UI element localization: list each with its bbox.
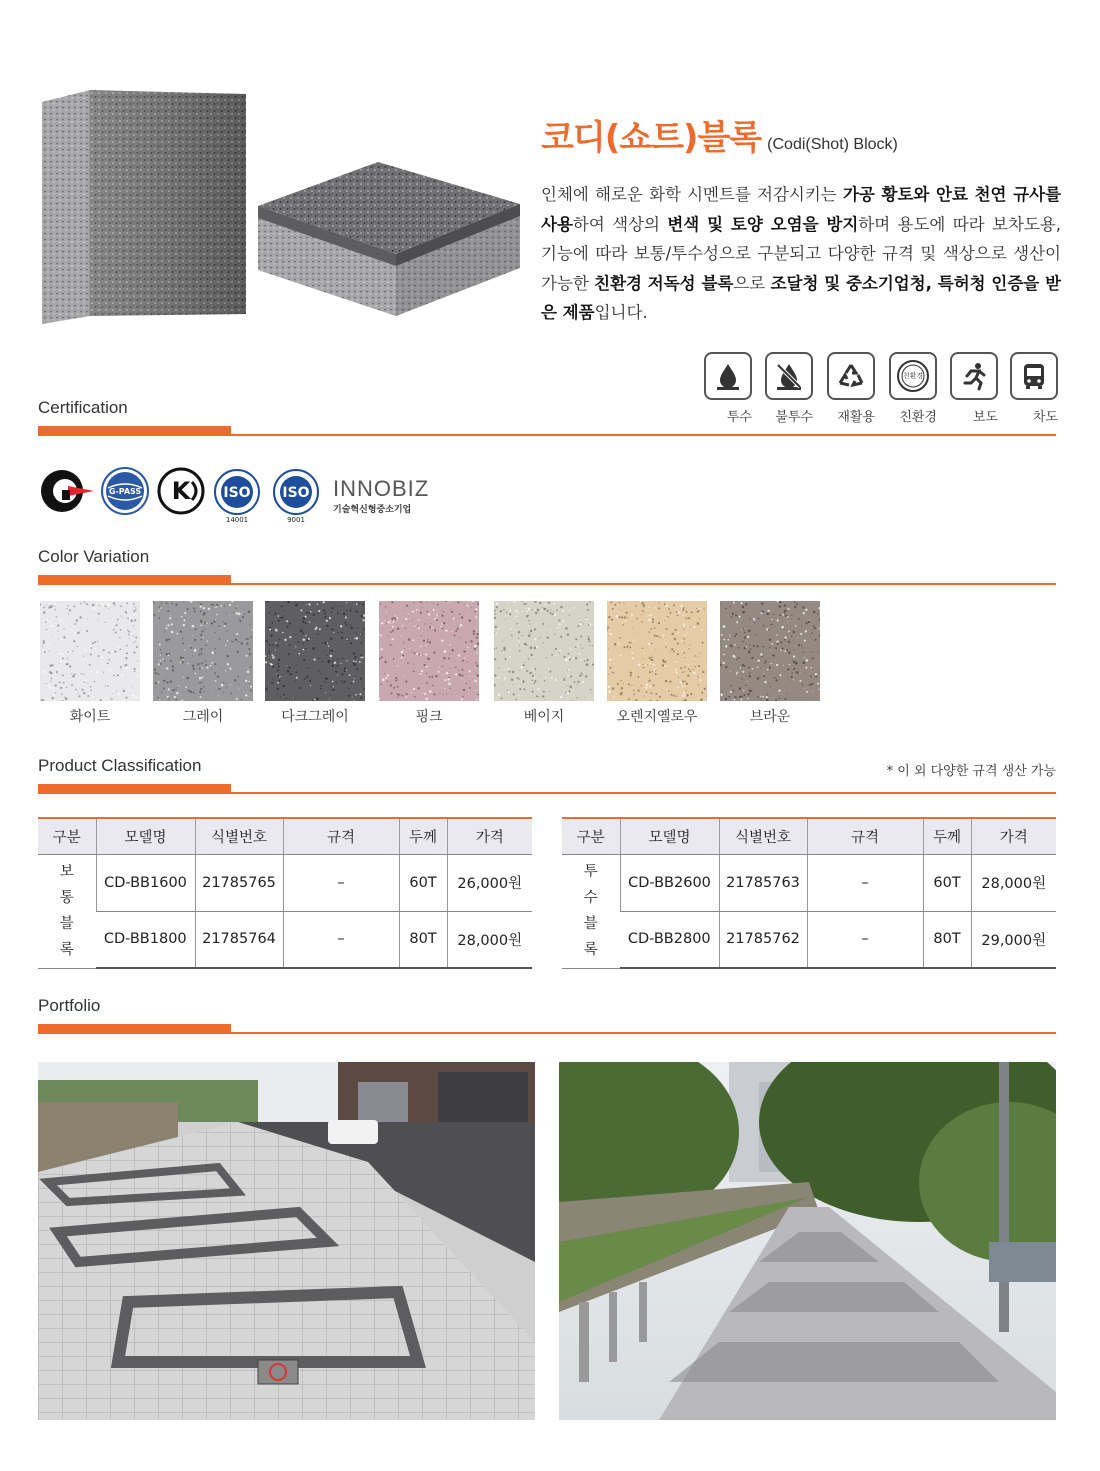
- feature-label: 차도: [1032, 410, 1058, 425]
- feature-bus: [1010, 352, 1058, 425]
- cell-price: 26,000원: [447, 854, 532, 911]
- iso-14001-logo: [211, 466, 263, 524]
- table-category: [562, 854, 620, 968]
- color-swatch-label: 그레이: [182, 709, 224, 725]
- gpass-logo: [100, 466, 150, 516]
- section-title-product: Product Classification: [38, 756, 202, 775]
- color-swatch: [720, 601, 820, 701]
- section-accent-bar: [38, 575, 231, 584]
- table-header: 두께: [399, 818, 447, 854]
- product-title-ko: 코디(쇼트)블록: [541, 118, 762, 158]
- feature-label: 보도: [972, 410, 998, 425]
- color-swatch: [494, 601, 594, 701]
- gr-mark-logo: [38, 466, 96, 516]
- svg-text:친환경: 친환경: [902, 372, 924, 380]
- cell-spec: –: [807, 911, 923, 968]
- spec-note: * 이 외 다양한 규격 생산 가능: [886, 764, 1056, 779]
- table-header: 모델명: [96, 818, 195, 854]
- water-drop-icon: [704, 352, 752, 400]
- iso-14001-number: 14001: [225, 516, 249, 524]
- iso-text: ISO: [223, 485, 251, 501]
- cell-id: 21785763: [719, 854, 807, 911]
- product-description: [541, 180, 1061, 328]
- block-side-photo: [258, 158, 520, 318]
- description-highlight: 변색 및 토양 오염을 방지: [667, 214, 859, 234]
- category-char: 수: [583, 890, 598, 906]
- cell-spec: –: [283, 854, 399, 911]
- section-title-certification: Certification: [38, 398, 128, 417]
- feature-pedestrian: [950, 352, 998, 425]
- cell-thickness: 80T: [399, 911, 447, 968]
- iso-9001-logo: [270, 466, 322, 524]
- section-accent-bar: [38, 784, 231, 793]
- cell-id: 21785762: [719, 911, 807, 968]
- cell-spec: –: [807, 854, 923, 911]
- table-header: 규격: [283, 818, 399, 854]
- table-row: [38, 911, 532, 968]
- color-swatch: [379, 601, 479, 701]
- product-table-normal: [38, 817, 532, 969]
- cell-id: 21785765: [195, 854, 283, 911]
- eco-badge-icon: [889, 352, 937, 400]
- table-header: 모델명: [620, 818, 719, 854]
- cell-price: 28,000원: [971, 854, 1056, 911]
- cell-thickness: 60T: [923, 854, 971, 911]
- description-highlight: 조달청 및 중소기업청, 특허청 인증을 받은 제품: [541, 273, 1062, 322]
- description-text: 으로: [733, 273, 771, 293]
- color-swatch: [153, 601, 253, 701]
- product-title: [541, 110, 1061, 159]
- cell-thickness: 80T: [923, 911, 971, 968]
- cell-spec: –: [283, 911, 399, 968]
- no-water-icon: [765, 352, 813, 400]
- gpass-text: G-PASS: [108, 487, 142, 496]
- category-char: 투: [583, 864, 598, 880]
- table-header: 식별번호: [719, 818, 807, 854]
- color-swatch: [40, 601, 140, 701]
- cell-id: 21785764: [195, 911, 283, 968]
- feature-recycle: [827, 352, 875, 425]
- category-char: 블: [583, 916, 598, 932]
- innobiz-sub: 기술혁신형중소기업: [333, 505, 412, 515]
- category-char: 록: [59, 942, 74, 958]
- table-header: 두께: [923, 818, 971, 854]
- category-char: 보: [59, 864, 74, 880]
- recycle-icon: [827, 352, 875, 400]
- portfolio-photo-1: [38, 1062, 535, 1420]
- color-swatch-label: 오렌지옐로우: [616, 709, 698, 725]
- table-header: 구분: [38, 818, 96, 854]
- description-highlight: 가공 황토와 안료 천연 규사를 사용: [541, 185, 1062, 234]
- category-char: 블: [59, 916, 74, 932]
- table-row: [562, 911, 1056, 968]
- kc-logo: [156, 466, 206, 516]
- kc-text: K: [171, 477, 191, 505]
- cell-price: 28,000원: [447, 911, 532, 968]
- table-header: 가격: [971, 818, 1056, 854]
- product-table-permeable: [562, 817, 1056, 969]
- cell-model: CD-BB2600: [620, 854, 719, 911]
- table-row: [562, 854, 1056, 911]
- color-swatch-label: 다크그레이: [281, 709, 349, 725]
- color-swatch-label: 브라운: [749, 709, 791, 725]
- section-title-portfolio: Portfolio: [38, 996, 101, 1015]
- table-header: 식별번호: [195, 818, 283, 854]
- bus-icon: [1010, 352, 1058, 400]
- cell-thickness: 60T: [399, 854, 447, 911]
- cell-model: CD-BB2800: [620, 911, 719, 968]
- description-text: 입니다.: [594, 303, 648, 322]
- feature-label: 투수: [726, 410, 752, 425]
- table-header: 규격: [807, 818, 923, 854]
- section-accent-bar: [38, 1024, 231, 1033]
- feature-water-drop: [704, 352, 752, 425]
- category-char: 록: [583, 942, 598, 958]
- description-highlight: 친환경 저독성 블록: [594, 273, 734, 293]
- feature-label: 재활용: [837, 410, 875, 425]
- innobiz-name: INNOBIZ: [333, 476, 430, 501]
- pedestrian-icon: [950, 352, 998, 400]
- table-row: [38, 854, 532, 911]
- color-swatch-label: 핑크: [415, 709, 443, 725]
- color-swatch: [607, 601, 707, 701]
- innobiz-logo: [333, 478, 429, 515]
- table-category: [38, 854, 96, 968]
- color-swatch: [265, 601, 365, 701]
- feature-no-water: [765, 352, 813, 425]
- portfolio-photo-2: [559, 1062, 1056, 1420]
- table-header: 가격: [447, 818, 532, 854]
- iso-9001-number: 9001: [287, 516, 305, 524]
- section-title-color: Color Variation: [38, 547, 150, 566]
- feature-label: 친환경: [899, 410, 937, 425]
- color-swatch-label: 화이트: [69, 709, 111, 725]
- description-text: 하며 용도에 따라 보차도용, 기능에 따라 보통/투수성으로 구분되고 다양한 규격 및 색상으로 생산이 가능한: [541, 214, 1062, 293]
- cell-model: CD-BB1800: [96, 911, 195, 968]
- color-swatch-label: 베이지: [523, 709, 565, 725]
- section-accent-bar: [38, 426, 231, 435]
- description-text: 하여 색상의: [572, 214, 668, 234]
- cell-model: CD-BB1600: [96, 854, 195, 911]
- feature-label: 불투수: [775, 410, 813, 425]
- product-title-en: (Codi(Shot) Block): [767, 136, 898, 153]
- block-front-photo: [38, 88, 250, 326]
- iso-text: ISO: [282, 485, 310, 501]
- category-char: 통: [59, 890, 74, 906]
- description-text: 인체에 해로운 화학 시멘트를 저감시키는: [541, 185, 843, 204]
- table-header: 구분: [562, 818, 620, 854]
- feature-eco-badge: [889, 352, 937, 425]
- cell-price: 29,000원: [971, 911, 1056, 968]
